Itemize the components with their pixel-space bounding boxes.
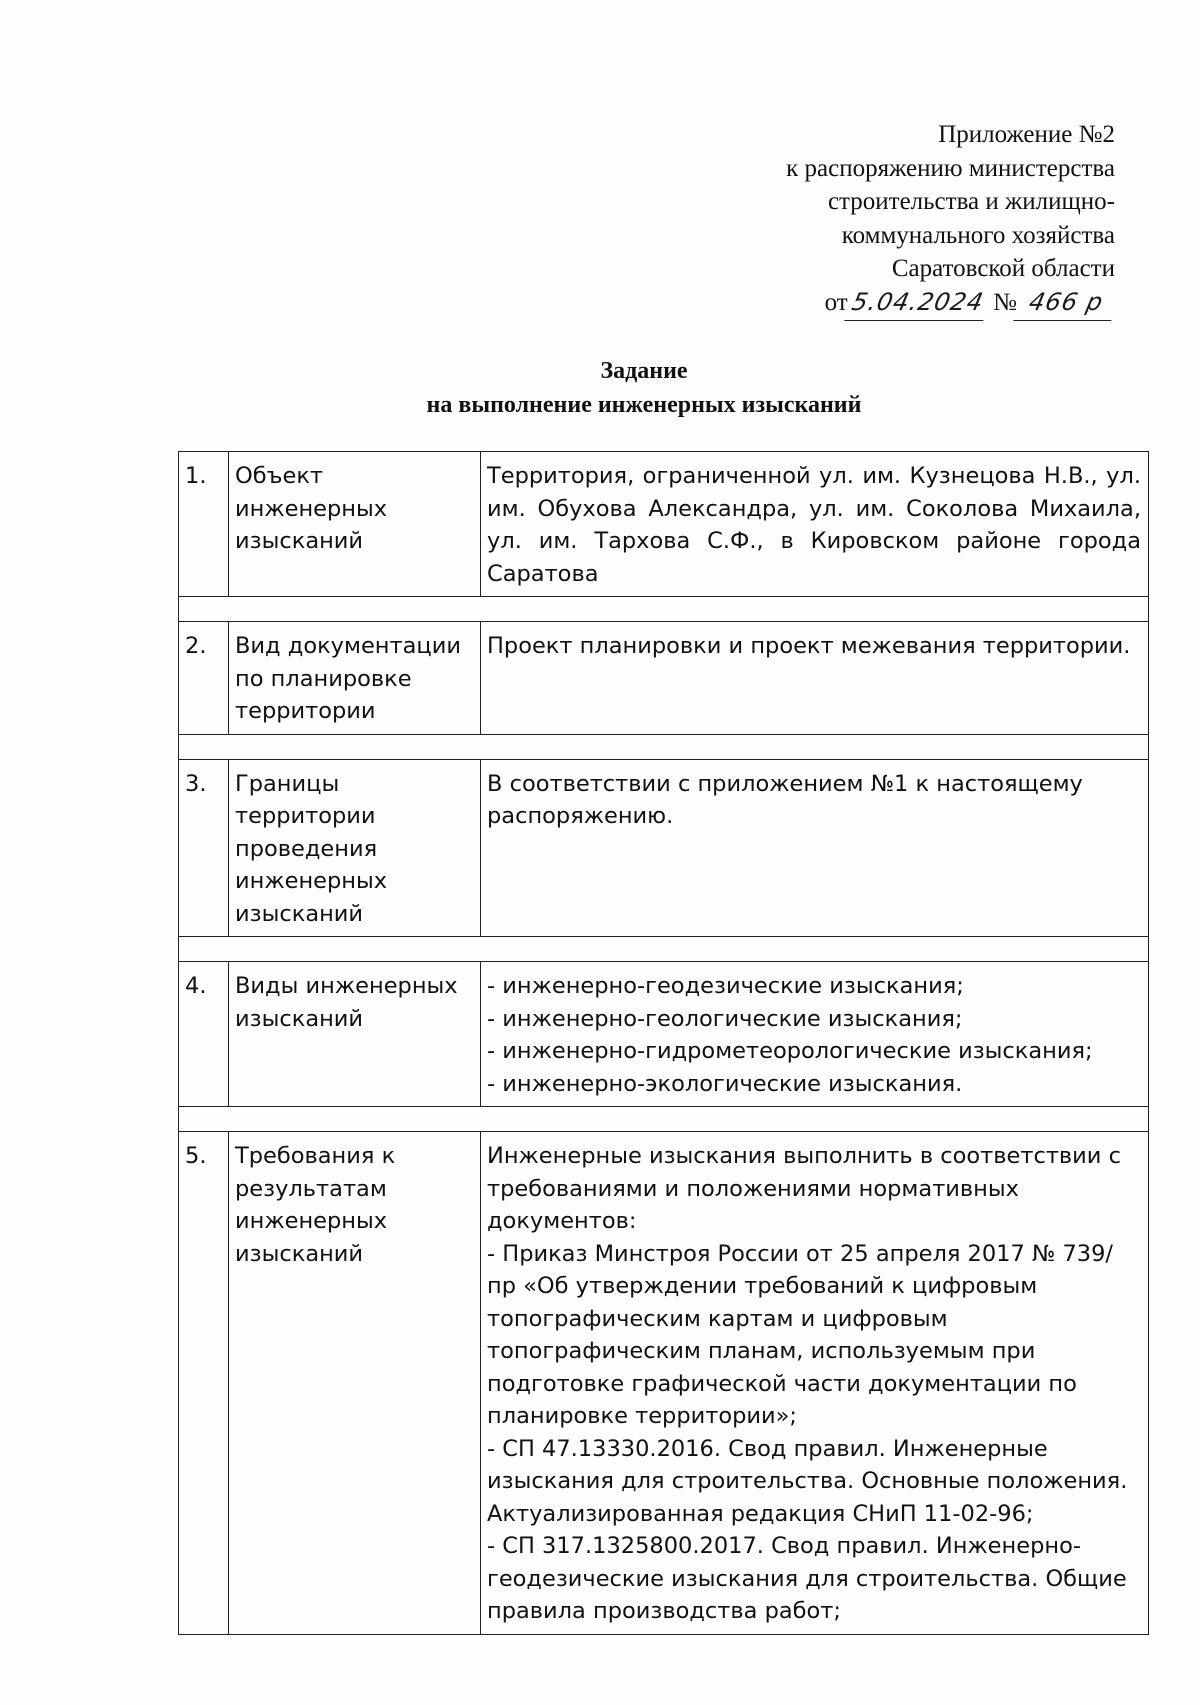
row-value	[481, 452, 1149, 597]
document-title	[0, 354, 1200, 422]
value-line: В соответствии с приложением №1 к настоящему распоряжению.	[487, 770, 1083, 829]
row-number: 4.	[179, 962, 229, 1107]
row-name: Вид документации по планировке территории	[229, 622, 481, 735]
row-value	[481, 1132, 1149, 1635]
row-gap-cell	[179, 734, 1149, 759]
row-gap-cell	[179, 937, 1149, 962]
title-line-task: Задание	[600, 358, 688, 384]
number-prefix: №	[993, 288, 1017, 316]
value-line: - СП 47.13330.2016. Свод правил. Инженерные изыскания для строительства. Основные положения. Актуализированная редакция СНиП 11-02-96;	[487, 1435, 1128, 1527]
value-line: Проект планировки и проект межевания территории.	[487, 633, 1131, 659]
handwritten-number: 466 р	[1013, 286, 1118, 321]
value-line: Территория, ограниченной ул. им. Кузнецова Н.В., ул. им. Обухова Александра, ул. им. Соколова Михаила, ул. им. Тархова С.Ф., в Кировском районе города Саратова	[487, 463, 1141, 587]
row-number: 3.	[179, 759, 229, 937]
row-gap	[179, 734, 1149, 759]
row-name: Границы территории проведения инженерных изысканий	[229, 759, 481, 937]
title-line-subject: на выполнение инженерных изысканий	[426, 392, 862, 418]
row-gap	[179, 937, 1149, 962]
table-row	[179, 759, 1149, 937]
header-line-appendix: Приложение №2	[938, 121, 1115, 148]
value-line: - инженерно-геологические изыскания;	[487, 1005, 963, 1032]
header-date-number-line	[515, 286, 1115, 321]
row-name: Требования к результатам инженерных изысканий	[229, 1132, 481, 1635]
value-line: - инженерно-гидрометеорологические изыскания;	[487, 1038, 1093, 1064]
value-line: - СП 317.1325800.2017. Свод правил. Инженерно-геодезические изыскания для строительства. Общие правила производства работ;	[487, 1533, 1127, 1624]
date-prefix: от	[824, 288, 848, 316]
row-number: 1.	[179, 452, 229, 597]
value-line: - инженерно-экологические изыскания.	[487, 1070, 963, 1097]
value-line: Инженерные изыскания выполнить в соответствии с требованиями и положениями нормативных документов:	[487, 1143, 1121, 1234]
header-line-ministry: строительства и жилищно-	[827, 188, 1115, 215]
header-line-housing: коммунального хозяйства	[841, 221, 1115, 249]
table-row	[179, 622, 1149, 735]
row-value	[481, 759, 1149, 937]
row-number: 2.	[179, 622, 229, 735]
row-value	[481, 622, 1149, 735]
row-gap	[179, 1107, 1149, 1132]
row-name: Виды инженерных изысканий	[229, 962, 481, 1107]
row-value	[481, 962, 1149, 1107]
table-row	[179, 452, 1149, 597]
task-table	[178, 451, 1149, 1635]
row-gap-cell	[179, 1107, 1149, 1132]
table-row	[179, 962, 1149, 1107]
appendix-header	[515, 118, 1115, 320]
row-name: Объект инженерных изысканий	[229, 452, 481, 597]
handwritten-date: 5.04.2024	[844, 286, 990, 321]
row-gap	[179, 597, 1149, 622]
value-line: - Приказ Минстроя России от 25 апреля 2017 № 739/пр «Об утверждении требований к цифровым топографическим картам и цифровым топографическим планам, используемым при подготовке графической части документации по планировке территории»;	[487, 1240, 1114, 1429]
header-line-order: к распоряжению министерства	[786, 154, 1115, 182]
row-gap-cell	[179, 597, 1149, 622]
row-number: 5.	[179, 1132, 229, 1635]
table-row	[179, 1132, 1149, 1635]
value-line: - инженерно-геодезические изыскания;	[487, 973, 964, 999]
header-line-region: Саратовской области	[891, 255, 1115, 282]
